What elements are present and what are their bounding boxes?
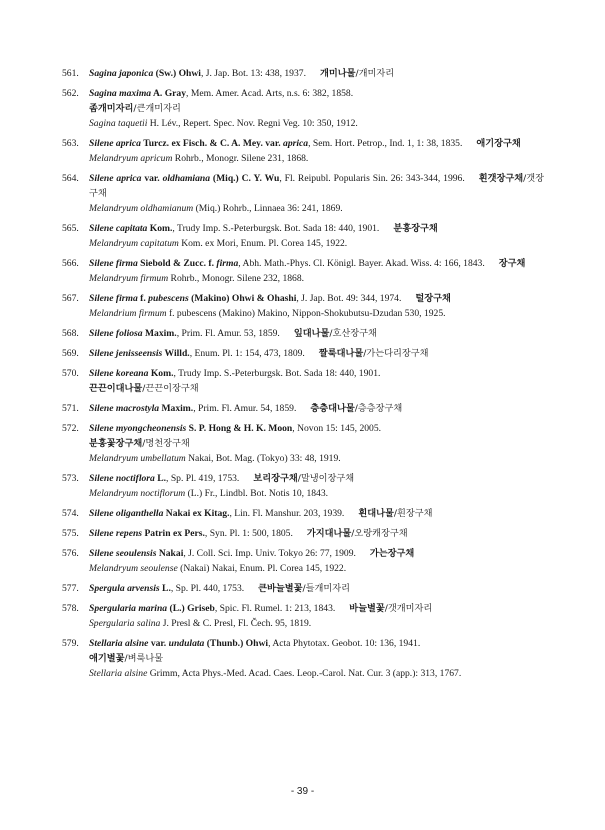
korean-name-separator: / [384,603,388,614]
author: f. [137,293,149,304]
species-entry [62,601,544,631]
korean-name-alternate: 흰장구채 [396,508,433,519]
author: Kom. [148,368,174,379]
korean-name [89,436,544,451]
species-entry [62,221,544,251]
korean-name-separator: / [133,103,137,114]
entry-number: 565. [62,223,79,234]
genus-species: Stellaria alsine [89,638,149,649]
scientific-name [89,88,186,99]
synonym-citation: Rohrb., Monogr. Silene 231, 1868. [172,153,309,164]
species-entry [62,291,544,321]
korean-name-alternate: 벼룩나물 [127,653,164,664]
scientific-name [89,473,166,484]
scientific-name [89,528,205,539]
genus-species: Sagina japonica [89,68,154,79]
citation: , Syn. Pl. 1: 500, 1805. [204,528,293,539]
citation: , Prim. Fl. Amur. 53, 1859. [176,328,280,339]
infraspecific-epithet: aprica [283,138,309,149]
author: Kom. [147,223,173,234]
entry-main [89,346,544,361]
entry-main [89,136,544,151]
citation: , Prim. Fl. Amur. 54, 1859. [193,403,297,414]
entry-main [89,526,544,541]
scientific-name [89,368,174,379]
korean-name-primary: 개미나물 [319,68,356,79]
korean-name [253,473,354,484]
korean-name-alternate: 개미자리 [358,68,395,79]
species-entry [62,526,544,541]
synonym [89,271,544,286]
korean-name-primary: 층층대나물 [310,403,355,414]
infraspecific-epithet: firma [216,258,239,269]
korean-name-primary: 짤룩대나물 [318,348,364,359]
species-entry [62,581,544,596]
infraspecific-author: (Miq.) C. Y. Wu [210,173,280,184]
korean-name-alternate: 명천장구채 [145,438,190,449]
citation: , Spic. Fl. Rumel. 1: 213, 1843. [214,603,336,614]
synonym [89,666,544,681]
entry-main [89,581,544,596]
korean-name-alternate: 갯개미자리 [387,603,433,614]
author: (L.) Griseb [167,603,215,614]
entry-number: 578. [62,603,79,614]
genus-species: Silene oliganthella [89,508,164,519]
entry-main [89,421,544,436]
korean-name [89,381,544,396]
infraspecific-author: (Makino) Ohwi & Ohashi [188,293,297,304]
entry-main [89,636,544,651]
synonym [89,561,544,576]
synonym-citation: J. Presl & C. Presl, Fl. Čech. 95, 1819. [160,618,312,629]
korean-name-separator: / [523,173,527,184]
genus-species: Silene jenisseensis [89,348,163,359]
species-entry [62,471,544,501]
korean-name [319,348,429,359]
korean-name [415,293,451,304]
infraspecific-epithet: pubescens [148,293,189,304]
entry-main [89,546,544,561]
genus-species: Spergularia marina [89,603,168,614]
korean-name-alternate: 갯장구채 [89,173,545,199]
synonym-citation: (Miq.) Rohrb., Linnaea 36: 241, 1869. [193,203,343,214]
synonym-citation: Kom. ex Mori, Enum. Pl. Corea 145, 1922. [178,238,348,249]
citation: , Sem. Hort. Petrop., Ind. 1, 1: 38, 1835. [308,138,463,149]
author: A. Gray [151,88,187,99]
species-entry [62,636,544,681]
scientific-name [89,603,215,614]
page-number: - 39 - [290,786,315,797]
genus-species: Silene myongcheonensis [89,423,187,434]
synonym-citation: Rohrb., Monogr. Silene 232, 1868. [168,273,305,284]
citation: , Mem. Amer. Acad. Arts, n.s. 6: 382, 1858. [186,88,354,99]
citation: , J. Coll. Sci. Imp. Univ. Tokyo 26: 77, 1909. [183,548,356,559]
citation: , Lin. Fl. Manshur. 203, 1939. [229,508,345,519]
korean-name-primary: 분홍장구채 [393,223,438,234]
synonym-name: Melandryum capitatum [89,238,179,249]
genus-species: Spergula arvensis [89,583,160,594]
author: Maxim. [159,403,194,414]
scientific-name [89,583,171,594]
korean-name-primary: 흰대나물 [358,508,394,519]
synonym [89,616,544,631]
synonym-name: Melandryum apricum [89,153,173,164]
synonym [89,306,544,321]
entry-main [89,401,544,416]
entry-main [89,291,544,306]
entry-number: 561. [62,68,79,79]
korean-name-separator: / [351,528,355,539]
entry-number: 571. [62,403,79,414]
synonym-name: Melandryum seoulense [89,563,178,574]
entry-number: 570. [62,368,79,379]
korean-name [358,508,432,519]
scientific-name [89,293,296,304]
korean-name [370,548,414,559]
citation: , Trudy Imp. S.-Peterburgsk. Bot. Sada 18: 440, 1901. [172,223,380,234]
species-entry [62,346,544,361]
synonym-name: Melandryum umbellatum [89,453,186,464]
synonym [89,151,544,166]
korean-name [393,223,437,234]
korean-name-primary: 흰갯장구채 [478,173,524,184]
citation: , J. Jap. Bot. 13: 438, 1937. [200,68,306,79]
entry-number: 568. [62,328,79,339]
citation: , Trudy Imp. S.-Peterburgsk. Bot. Sada 18: 440, 1901. [173,368,381,379]
synonym-name: Sagina taquetii [89,118,148,129]
korean-name-primary: 끈끈이대나물 [89,383,143,394]
species-entry [62,66,544,81]
korean-name-alternate: 호산장구채 [332,328,377,339]
korean-name-alternate: 큰개미자리 [136,103,181,114]
author: Siebold & Zucc. f. [137,258,217,269]
scientific-name [89,328,177,339]
scientific-name [89,403,193,414]
author: var. [148,638,169,649]
entry-main [89,326,544,341]
scientific-name [89,223,172,234]
korean-name-primary: 바늘별꽃 [349,603,385,614]
korean-name [320,68,394,79]
synonym-citation: (L.) Fr., Lindbl. Bot. Notis 10, 1843. [185,488,329,499]
korean-name [307,528,408,539]
entry-number: 572. [62,423,79,434]
entry-number: 563. [62,138,79,149]
entry-number: 567. [62,293,79,304]
genus-species: Silene macrostyla [89,403,160,414]
entry-number: 569. [62,348,79,359]
scientific-name [89,348,190,359]
scientific-name [89,638,268,649]
synonym-name: Melandrium firmum [89,308,167,319]
entry-main [89,601,544,616]
species-entry [62,401,544,416]
synonym [89,201,544,216]
citation: , Abh. Math.-Phys. Cl. Königl. Bayer. Akad. Wiss. 4: 166, 1843. [238,258,485,269]
genus-species: Silene koreana [89,368,149,379]
korean-name [294,328,377,339]
species-entry [62,326,544,341]
infraspecific-author: (Thunb.) Ohwi [204,638,269,649]
korean-name-separator: / [142,438,146,449]
entry-main [89,221,544,236]
synonym-name: Melandryum noctiflorum [89,488,186,499]
korean-name-primary: 잎대나물 [293,328,330,339]
entry-number: 576. [62,548,79,559]
author: S. P. Hong & H. K. Moon [186,423,293,434]
citation: , Acta Phytotax. Geobot. 10: 136, 1941. [268,638,421,649]
author: Nakai ex Kitag. [163,508,230,519]
synonym-citation: Grimm, Acta Phys.-Med. Acad. Caes. Leop.-Carol. Nat. Cur. 3 (app.): 313, 1767. [147,668,462,679]
scientific-name [89,258,238,269]
korean-name-alternate: 층층장구채 [357,403,403,414]
korean-name-alternate: 오랑캐장구채 [354,528,408,539]
author: L. [159,583,171,594]
synonym [89,451,544,466]
korean-name-alternate: 끈끈이장구채 [145,383,199,394]
synonym-name: Stellaria alsine [89,668,148,679]
korean-name-primary: 좀개미자리 [89,103,134,114]
genus-species: Silene foliosa [89,328,143,339]
genus-species: Silene firma [89,258,138,269]
korean-name-separator: / [142,383,146,394]
author: (Sw.) Ohwi [153,68,201,79]
korean-name [89,651,544,666]
korean-name-separator: / [297,473,301,484]
citation: , Fl. Reipubl. Popularis Sin. 26: 343-344, 1996. [279,173,465,184]
scientific-name [89,423,292,434]
korean-name-primary: 털장구채 [415,293,451,304]
korean-name-separator: / [363,348,367,359]
species-entry [62,136,544,166]
scientific-name [89,548,183,559]
synonym-name: Melandryum firmum [89,273,169,284]
scientific-name [89,508,229,519]
korean-name [499,258,526,269]
entry-number: 577. [62,583,79,594]
genus-species: Silene capitata [89,223,148,234]
korean-name-primary: 분홍꽃장구채 [89,438,143,449]
entry-number: 566. [62,258,79,269]
entry-number: 575. [62,528,79,539]
entry-number: 564. [62,173,79,184]
genus-species: Sagina maxima [89,88,152,99]
synonym-citation: H. Lév., Repert. Spec. Nov. Regni Veg. 10: 350, 1912. [147,118,358,129]
author: Maxim. [142,328,177,339]
korean-name-primary: 보리장구채 [253,473,298,484]
korean-name-alternate: 말냉이장구채 [300,473,355,484]
synonym [89,236,544,251]
korean-name-separator: / [124,653,128,664]
synonym [89,116,544,131]
citation: , J. Jap. Bot. 49: 344, 1974. [296,293,402,304]
korean-name-alternate: 들개미자리 [305,583,351,594]
entry-number: 573. [62,473,79,484]
species-entry [62,546,544,576]
synonym-citation: (Nakai) Nakai, Enum. Pl. Corea 145, 1922. [177,563,347,574]
entry-main [89,471,544,486]
entry-number: 562. [62,88,79,99]
citation: , Enum. Pl. 1: 154, 473, 1809. [189,348,305,359]
entry-number: 579. [62,638,79,649]
citation: , Sp. Pl. 419, 1753. [166,473,240,484]
synonym [89,486,544,501]
infraspecific-epithet: undulata [168,638,205,649]
author: L. [154,473,167,484]
genus-species: Silene repens [89,528,143,539]
entry-main [89,66,544,81]
korean-name-primary: 가지대나물 [306,528,352,539]
species-entry [62,171,544,216]
korean-name-primary: 애기별꽃 [89,653,125,664]
genus-species: Silene aprica [89,173,142,184]
citation: , Sp. Pl. 440, 1753. [170,583,245,594]
entry-main [89,171,544,201]
synonym-name: Spergularia salina [89,618,161,629]
species-entry [62,256,544,286]
entry-main [89,506,544,521]
author: Willd. [162,348,190,359]
korean-name [349,603,432,614]
scientific-name [89,173,279,184]
entry-main [89,86,544,101]
genus-species: Silene aprica [89,138,141,149]
author: var. [141,173,163,184]
synonym-citation: Nakai, Bot. Mag. (Tokyo) 33: 48, 1919. [185,453,341,464]
genus-species: Silene firma [89,293,138,304]
species-entry [62,506,544,521]
species-entry [62,421,544,466]
korean-name-primary: 큰바늘별꽃 [258,583,303,594]
author: Patrin ex Pers. [142,528,205,539]
entry-main [89,366,544,381]
author: Nakai [156,548,184,559]
korean-name-separator: / [302,583,306,594]
korean-name-alternate: 가는다리장구채 [366,348,429,359]
citation: , Novon 15: 145, 2005. [292,423,382,434]
korean-name-primary: 가는장구채 [369,548,415,559]
korean-name-separator: / [354,403,358,414]
synonym-citation: f. pubescens (Makino) Makino, Nippon-Shokubutsu-Dzudan 530, 1925. [166,308,446,319]
korean-name-separator: / [393,508,397,519]
author: Turcz. ex Fisch. & C. A. Mey. var. [140,138,284,149]
korean-name [258,583,350,594]
entry-main [89,256,544,271]
genus-species: Silene noctiflora [89,473,155,484]
entry-number: 574. [62,508,79,519]
scientific-name [89,138,308,149]
korean-name [89,101,544,116]
species-entry [62,86,544,131]
scientific-name [89,68,201,79]
korean-name-primary: 장구채 [498,258,526,269]
korean-name-primary: 애기장구채 [476,138,521,149]
species-list [62,66,544,686]
genus-species: Silene seoulensis [89,548,157,559]
korean-name-separator: / [329,328,333,339]
korean-name [310,403,402,414]
synonym-name: Melandryum oldhamianum [89,203,194,214]
infraspecific-epithet: oldhamiana [162,173,211,184]
species-entry [62,366,544,396]
korean-name-separator: / [355,68,359,79]
korean-name [476,138,520,149]
